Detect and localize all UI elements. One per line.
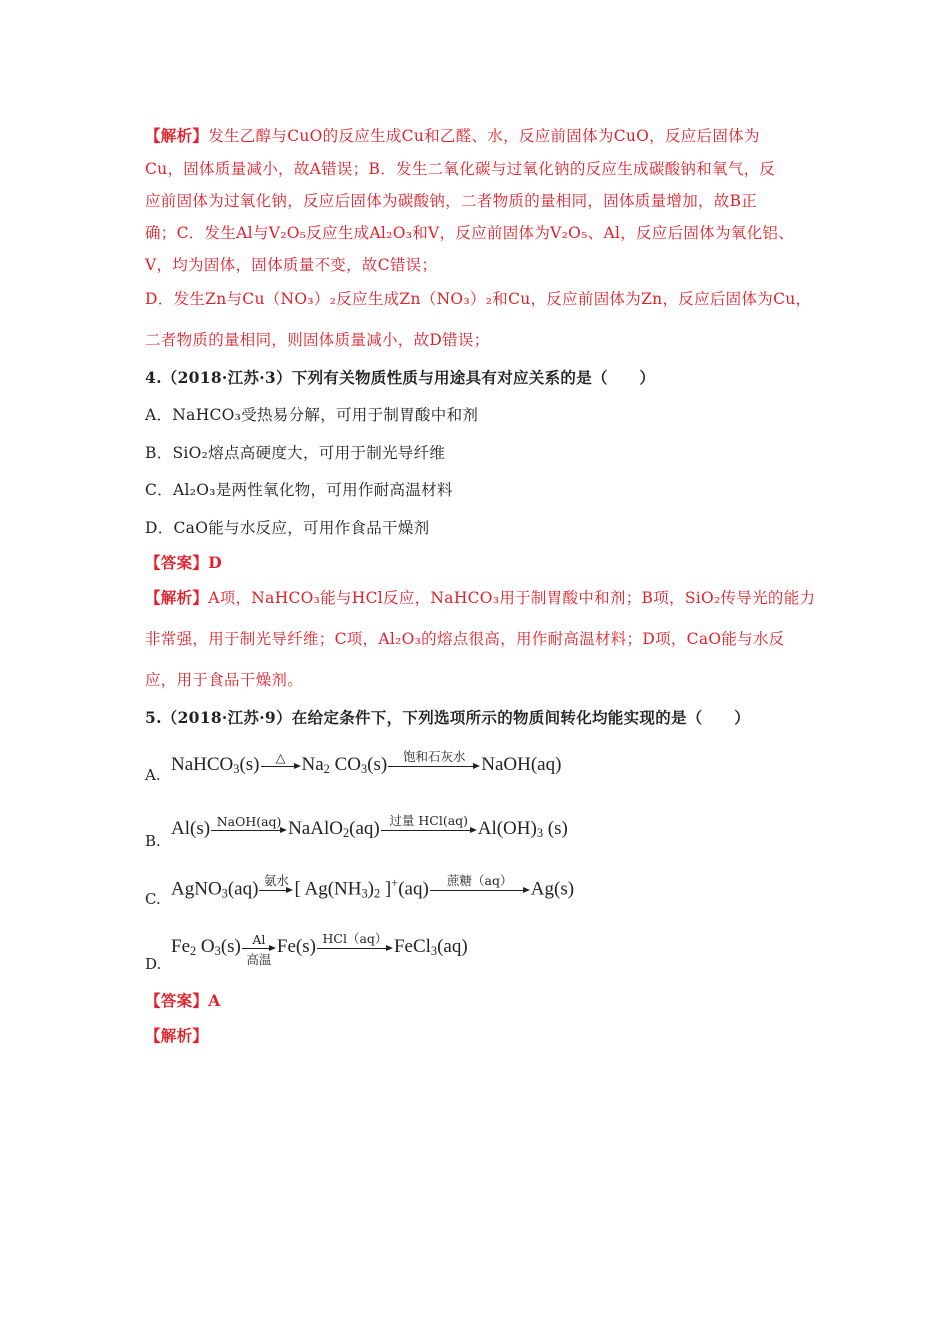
- q5-analysis-tag: 【解析】: [145, 1026, 209, 1045]
- reaction-arrow: 饱和石灰水: [388, 756, 480, 776]
- reaction-arrow: NaOH(aq): [211, 820, 287, 840]
- analysis-line: V，均为固体，固体质量不变，故C错误；: [145, 256, 438, 274]
- q4-analysis-line: 应，用于食品干燥剂。: [145, 671, 304, 689]
- q4-option-b: B．SiO₂熔点高硬度大，可用于制光导纤维: [145, 444, 446, 462]
- q5-option-a: [145, 748, 745, 788]
- q4-option-c: C．Al₂O₃是两性氧化物，可用作耐高温材料: [145, 481, 453, 499]
- question-4-stem: 4.（2018·江苏·3）下列有关物质性质与用途具有对应关系的是（ ）: [145, 368, 656, 387]
- reaction-arrow: △: [261, 756, 301, 776]
- analysis-tag: 【解析】: [145, 126, 209, 145]
- analysis-line: 【解析】发生乙醇与CuO的反应生成Cu和乙醛、水，反应前固体为CuO，反应后固体为: [145, 126, 760, 145]
- q5-answer: 【答案】A: [145, 991, 221, 1010]
- reaction-arrow: Al 高温: [242, 938, 276, 958]
- analysis-line: D．发生Zn与Cu（NO₃）₂反应生成Zn（NO₃）₂和Cu，反应前固体为Zn，反应后固体为Cu，: [145, 290, 812, 308]
- option-label: A.: [145, 766, 161, 784]
- q5-option-b: [145, 812, 745, 852]
- reaction-arrow: 过量 HCl(aq): [381, 820, 477, 840]
- q4-analysis-line: 非常强，用于制光导纤维；C项，Al₂O₃的熔点很高，用作耐高温材料；D项，CaO能与水反: [145, 630, 785, 648]
- reaction-equation: NaHCO$_3$(s) △ $Na_2$ $CO_3(s)$ 饱和石灰水 NaOH(aq): [171, 748, 562, 777]
- q4-option-a: A．NaHCO₃受热易分解，可用于制胃酸中和剂: [145, 406, 479, 424]
- analysis-line: 二者物质的量相同，则固体质量减小，故D错误；: [145, 331, 490, 349]
- q4-answer: 【答案】D: [145, 553, 222, 572]
- reaction-equation: Al(s) NaOH(aq) NaAlO$_2$(aq) 过量 HCl(aq) $Al(OH)_3$ (s): [171, 812, 568, 841]
- question-5-stem: 5.（2018·江苏·9）在给定条件下，下列选项所示的物质间转化均能实现的是（ ）: [145, 708, 751, 727]
- analysis-line: 应前固体为过氧化钠，反应后固体为碳酸钠，二者物质的量相同，固体质量增加，故B正: [145, 192, 758, 210]
- analysis-line: Cu，固体质量减小，故A错误；B．发生二氧化碳与过氧化钠的反应生成碳酸钠和氧气，反: [145, 160, 776, 178]
- reaction-arrow: 蔗糖（aq）: [430, 880, 530, 900]
- option-label: C.: [145, 890, 161, 908]
- q5-option-c: [145, 872, 745, 912]
- reaction-arrow: HCl（aq）: [317, 938, 393, 958]
- q5-option-d: [145, 930, 745, 974]
- q4-analysis-line: 【解析】A项，NaHCO₃能与HCl反应，NaHCO₃用于制胃酸中和剂；B项，SiO₂传导光的能力: [145, 588, 816, 607]
- q4-option-d: D．CaO能与水反应，可用作食品干燥剂: [145, 519, 430, 537]
- analysis-line: 确；C．发生Al与V₂O₅反应生成Al₂O₃和V，反应前固体为V₂O₅、Al，反应后固体为氧化铝、: [145, 224, 794, 242]
- option-label: B.: [145, 832, 161, 850]
- reaction-equation: AgNO$_3$(aq) 氨水 [ $Ag(NH_3)_2$ ]+(aq) 蔗糖（aq） Ag(s): [171, 873, 575, 901]
- reaction-equation: $Fe_2$ $O_3(s)$ Al 高温 Fe(s) HCl（aq） FeCl$_3$(aq): [171, 930, 468, 967]
- option-label: D.: [145, 955, 162, 973]
- reaction-arrow: 氨水: [259, 880, 293, 900]
